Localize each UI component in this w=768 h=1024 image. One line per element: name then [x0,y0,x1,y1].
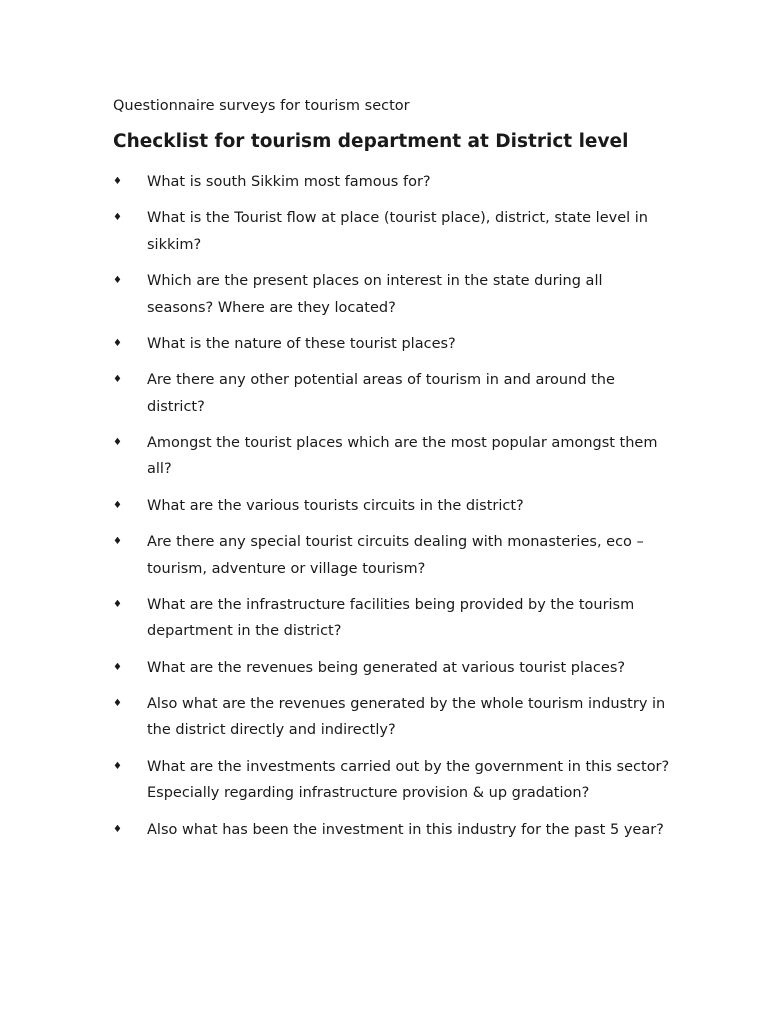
checklist-item-text: Also what are the revenues generated by the whole tourism industry in the district directly and indirectly? [147,695,666,739]
checklist-item-text: What are the various tourists circuits in the district? [147,497,524,514]
checklist-item-text: What are the investments carried out by the government in this sector? Especially regarding infrastructure provision & up gradation? [147,758,670,802]
checklist-item-text: What are the infrastructure facilities being provided by the tourism department in the district? [147,596,635,640]
checklist-item-text: Which are the present places on interest in the state during all seasons? Where are they located? [147,273,603,316]
diamond-bullet-icon: ♦ [113,212,122,224]
diamond-bullet-icon: ♦ [113,760,122,772]
checklist-item-text: What is the nature of these tourist places? [147,335,456,352]
diamond-bullet-icon: ♦ [113,499,122,511]
checklist-item-text: What is south Sikkim most famous for? [147,174,431,190]
checklist-item [113,529,673,582]
intro-text: Questionnaire surveys for tourism sector [113,98,410,114]
checklist-item-text: Are there any other potential areas of tourism in and around the district? [147,372,615,415]
checklist-item [113,592,673,645]
diamond-bullet-icon: ♦ [113,337,122,349]
diamond-bullet-icon: ♦ [113,275,122,287]
checklist-item-text: What are the revenues being generated at various tourist places? [147,659,626,676]
checklist-item-text: Also what has been the investment in this industry for the past 5 year? [147,821,664,838]
checklist-item [113,754,673,807]
diamond-bullet-icon: ♦ [113,697,122,709]
checklist-item [113,655,673,682]
diamond-bullet-icon: ♦ [113,661,122,673]
diamond-bullet-icon: ♦ [113,823,122,835]
checklist-heading: Checklist for tourism department at District level [113,131,629,152]
checklist-item [113,268,673,321]
diamond-bullet-icon: ♦ [113,374,122,386]
diamond-bullet-icon: ♦ [113,536,122,548]
diamond-bullet-icon: ♦ [113,436,122,448]
checklist-item [113,331,673,358]
diamond-bullet-icon: ♦ [113,176,122,187]
diamond-bullet-icon: ♦ [113,598,122,610]
checklist-item [113,691,673,744]
checklist [113,169,673,853]
checklist-item [113,430,673,483]
checklist-item-text: Amongst the tourist places which are the most popular amongst them all? [147,434,658,478]
checklist-item-text: Are there any special tourist circuits dealing with monasteries, eco – tourism, adventure or village tourism? [147,534,644,577]
checklist-item [113,493,673,520]
checklist-item [113,367,673,420]
checklist-item [113,169,673,196]
checklist-item [113,205,673,258]
checklist-item-text: What is the Tourist flow at place (tourist place), district, state level in sikkim? [147,210,648,253]
checklist-item [113,817,673,844]
